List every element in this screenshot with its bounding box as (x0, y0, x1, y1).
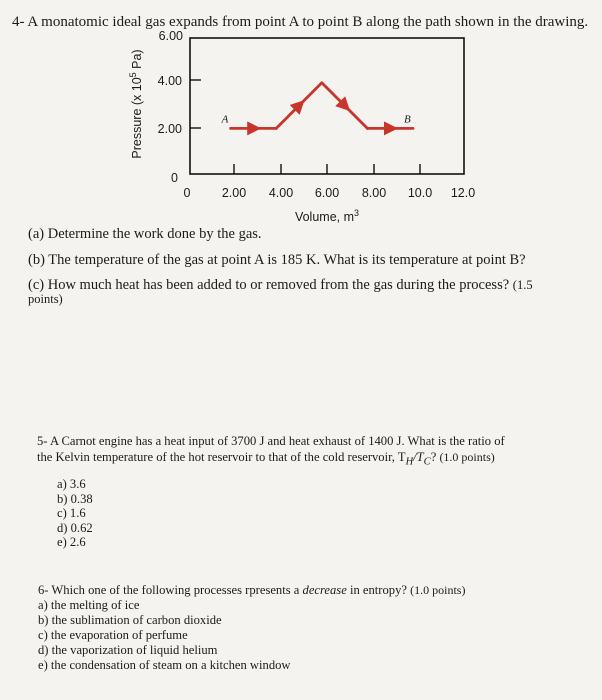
option-a[interactable]: a) 3.6 (57, 477, 86, 491)
question-5-points: (1.0 points) (439, 450, 495, 464)
y-axis-label: Pressure (x $10^5$ Pa) (128, 49, 144, 159)
question-5 (37, 433, 505, 471)
y-tick-label-0: 0 (171, 171, 178, 185)
point-label-a: A (221, 113, 229, 126)
question-4-part-a: (a) Determine the work done by the gas. (28, 226, 262, 242)
path-arrow-1 (296, 102, 302, 108)
option-b[interactable]: b) 0.38 (57, 491, 93, 506)
x-tick-label-3: 6.00 (314, 186, 340, 200)
question-5-line-2 (37, 449, 505, 471)
x-tick-label-0: 0 (183, 186, 191, 200)
question-6 (38, 583, 465, 673)
x-tick-label-6: 12.0 (450, 186, 476, 200)
x-tick-label-5: 10.0 (407, 186, 433, 200)
y-tick-label-3: 6.00 (158, 29, 183, 43)
option-e[interactable]: e) 2.6 (57, 535, 86, 550)
x-axis-label-exp: 3 (354, 208, 360, 218)
option-c[interactable]: c) 1.6 (57, 506, 86, 521)
question-6-text: 6- Which one of the following processes rpresents a (38, 583, 303, 597)
question-4-part-b: (b) The temperature of the gas at point A is 185 K. What is its temperature at point B? (28, 252, 526, 268)
sub-h: H (405, 456, 414, 468)
question-4-part-c-points: (1.5 (512, 278, 533, 292)
question-5-line-1: 5- A Carnot engine has a heat input of 3700 J and heat exhaust of 1400 J. What is the ratio of (37, 434, 505, 448)
path-arrow-2 (342, 103, 348, 109)
q6-option-c[interactable]: c) the evaporation of perfume (38, 628, 188, 642)
question-4-part-c (28, 277, 533, 294)
question-6-stem (38, 583, 465, 598)
question-6-points: (1.0 points) (410, 583, 466, 597)
q6-option-b[interactable]: b) the sublimation of carbon dioxide (38, 613, 222, 627)
slash-tc: /T (413, 450, 424, 464)
question-4-part-c-points-cont: points) (28, 292, 63, 306)
q6-option-d[interactable]: d) the vaporization of liquid helium (38, 643, 218, 657)
plot-frame (190, 38, 464, 174)
question-mark: ? (430, 450, 437, 464)
x-tick-label-4: 8.00 (361, 186, 387, 200)
q6-option-a[interactable]: a) the melting of ice (38, 598, 140, 612)
question-4-part-c-text: (c) How much heat has been added to or removed from the gas during the process? (28, 277, 510, 293)
x-tick-label-1: 2.00 (221, 186, 247, 200)
question-6-text-end: in entropy? (346, 583, 407, 597)
x-axis-label: Volume, $m^3$ (294, 208, 360, 224)
question-4-title: 4- A monatomic ideal gas expands from point A to point B along the path shown in the drawing. (12, 14, 589, 30)
y-axis-label-unit: Pa) (130, 49, 144, 73)
question-5-options (57, 477, 93, 550)
sub-c: C (423, 456, 431, 468)
point-label-b: B (404, 113, 411, 126)
option-d[interactable]: d) 0.62 (57, 520, 93, 535)
y-tick-label-1: 2.00 (157, 122, 182, 136)
y-tick-label-2: 4.00 (157, 74, 182, 88)
x-tick-label-2: 4.00 (268, 186, 294, 200)
question-5-line-2-text: the Kelvin temperature of the hot reservoir to that of the cold reservoir, T (37, 450, 406, 464)
y-axis-label-exp: 5 (128, 72, 138, 78)
q6-option-e[interactable]: e) the condensation of steam on a kitchen window (38, 658, 291, 672)
question-6-emphasis: decrease (302, 583, 347, 597)
